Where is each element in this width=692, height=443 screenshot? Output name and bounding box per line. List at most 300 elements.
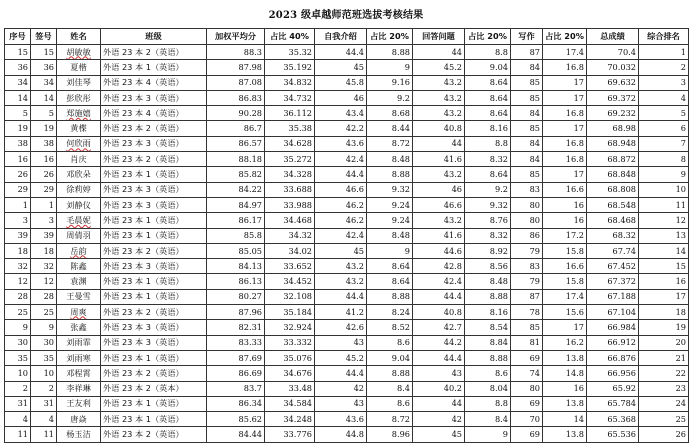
table-cell (367, 396, 413, 411)
cell-value: 8.64 (391, 260, 410, 271)
cell-value: 15 (43, 46, 54, 57)
table-row (5, 213, 689, 228)
cell-value: 8.64 (489, 77, 508, 88)
table-cell (413, 274, 465, 289)
cell-value: 87.69 (238, 352, 262, 363)
cell-value: 33.688 (283, 184, 312, 195)
table-cell (315, 305, 367, 320)
cell-value: 35.076 (283, 352, 312, 363)
table-cell (57, 350, 101, 365)
table-cell (465, 60, 511, 75)
cell-value: 45 (353, 245, 364, 256)
cell-value: 外语 23 本 1（英语） (103, 413, 184, 424)
cell-value: 67.188 (607, 291, 636, 302)
table-cell (5, 197, 31, 212)
cell-value: 84 (529, 107, 540, 118)
table-row (5, 289, 689, 304)
cell-value: 10 (43, 367, 54, 378)
cell-value: 17.4 (565, 46, 584, 57)
table-cell (543, 75, 587, 90)
cell-value: 32.924 (283, 321, 312, 332)
table-cell (639, 274, 689, 289)
cell-value: 42.2 (345, 123, 364, 134)
table-cell (367, 60, 413, 75)
table-row (5, 60, 689, 75)
cell-value: 17 (675, 291, 686, 302)
cell-value: 肖庆 (70, 153, 87, 164)
cell-value: 9.32 (489, 199, 508, 210)
table-cell (207, 121, 265, 136)
cell-value: 9.2 (396, 92, 410, 103)
table-cell (587, 213, 639, 228)
table-cell (265, 335, 315, 350)
table-cell (639, 213, 689, 228)
table-cell (5, 152, 31, 167)
table-cell (367, 45, 413, 60)
table-cell (543, 305, 587, 320)
table-cell (543, 121, 587, 136)
table-cell (5, 90, 31, 105)
column-header: 班级 (101, 29, 207, 45)
cell-value: 郑施嬉 (66, 107, 91, 118)
table-cell (413, 121, 465, 136)
cell-value: 70.032 (607, 61, 636, 72)
table-cell (511, 90, 543, 105)
table-cell (639, 106, 689, 121)
table-cell (265, 60, 315, 75)
cell-value: 32 (43, 260, 54, 271)
cell-value: 外语 23 本 1（英语） (103, 291, 184, 302)
table-cell (5, 136, 31, 151)
cell-value: 8.72 (391, 413, 410, 424)
cell-value: 44.2 (443, 337, 462, 348)
table-cell (587, 396, 639, 411)
cell-value: 65.92 (612, 383, 636, 394)
table-cell (413, 106, 465, 121)
cell-value: 43.4 (345, 107, 364, 118)
table-cell (367, 243, 413, 258)
cell-value: 42.7 (443, 321, 462, 332)
table-cell (265, 396, 315, 411)
table-cell (265, 121, 315, 136)
cell-value: 43 (353, 398, 364, 409)
table-row (5, 106, 689, 121)
table-cell (31, 197, 57, 212)
cell-value: 王友利 (66, 398, 91, 409)
table-cell (543, 167, 587, 182)
cell-value: 8.8 (494, 138, 508, 149)
cell-value: 8.88 (489, 352, 508, 363)
table-cell (57, 289, 101, 304)
table-cell (543, 396, 587, 411)
cell-value: 33.776 (283, 429, 312, 440)
table-cell (511, 213, 543, 228)
table-cell (465, 228, 511, 243)
table-cell (265, 167, 315, 182)
table-cell (5, 60, 31, 75)
cell-value: 16.2 (565, 337, 584, 348)
table-cell (315, 366, 367, 381)
cell-value: 44.4 (345, 367, 364, 378)
table-cell (31, 228, 57, 243)
table-cell (207, 197, 265, 212)
table-cell (587, 136, 639, 151)
cell-value: 41.2 (345, 306, 364, 317)
table-row (5, 350, 689, 365)
table-cell (511, 335, 543, 350)
table-cell (315, 121, 367, 136)
table-cell (207, 90, 265, 105)
cell-value: 38 (43, 138, 54, 149)
cell-value: 85 (529, 123, 540, 134)
table-cell (543, 90, 587, 105)
cell-value: 8.6 (494, 367, 508, 378)
cell-value: 36 (43, 61, 54, 72)
cell-value: 35.192 (283, 61, 312, 72)
table-cell (639, 305, 689, 320)
table-cell (57, 259, 101, 274)
cell-value: 34 (43, 77, 54, 88)
table-row (5, 152, 689, 167)
cell-value: 66.956 (607, 367, 636, 378)
table-cell (639, 427, 689, 442)
cell-value: 1 (22, 199, 28, 210)
cell-value: 周爽 (70, 306, 87, 317)
cell-value: 44 (451, 138, 462, 149)
cell-value: 8.8 (494, 46, 508, 57)
cell-value: 65.536 (607, 429, 636, 440)
cell-value: 83.7 (243, 383, 262, 394)
cell-value: 68.872 (607, 153, 636, 164)
table-cell (543, 243, 587, 258)
table-cell (587, 197, 639, 212)
table-cell (413, 75, 465, 90)
table-cell (367, 75, 413, 90)
cell-value: 外语 23 本 1（英语） (103, 214, 184, 225)
cell-value: 67.452 (607, 260, 636, 271)
cell-value: 45.8 (345, 77, 364, 88)
table-cell (543, 136, 587, 151)
table-row (5, 320, 689, 335)
cell-value: 14 (43, 92, 54, 103)
cell-value: 79 (529, 276, 540, 287)
cell-value: 16 (573, 383, 584, 394)
table-cell (587, 90, 639, 105)
cell-value: 周倩羽 (66, 230, 91, 241)
cell-value: 外语 23 本 3（英语） (103, 92, 184, 103)
table-cell (101, 228, 207, 243)
cell-value: 9 (502, 429, 508, 440)
table-cell (413, 396, 465, 411)
table-cell (413, 228, 465, 243)
table-cell (101, 75, 207, 90)
cell-value: 69 (529, 398, 540, 409)
cell-value: 15 (17, 46, 28, 57)
cell-value: 69 (529, 352, 540, 363)
cell-value: 30 (17, 337, 28, 348)
table-cell (57, 412, 101, 427)
cell-value: 43.2 (443, 169, 462, 180)
cell-value: 2 (48, 383, 54, 394)
cell-value: 15 (675, 260, 686, 271)
table-cell (587, 259, 639, 274)
table-cell (57, 182, 101, 197)
table-cell (207, 412, 265, 427)
table-cell (367, 335, 413, 350)
cell-value: 80.27 (238, 291, 262, 302)
table-cell (101, 320, 207, 335)
cell-value: 81 (529, 337, 540, 348)
table-cell (31, 213, 57, 228)
cell-value: 43 (451, 367, 462, 378)
cell-value: 28 (43, 291, 54, 302)
cell-value: 32 (17, 260, 28, 271)
cell-value: 3 (22, 214, 28, 225)
cell-value: 外语 23 本 1（英语） (103, 61, 184, 72)
cell-value: 9.24 (391, 214, 410, 225)
cell-value: 外语 23 本 3（英语） (103, 337, 184, 348)
table-cell (367, 274, 413, 289)
table-cell (315, 90, 367, 105)
cell-value: 43.2 (443, 77, 462, 88)
cell-value: 34.02 (288, 245, 312, 256)
table-cell (587, 106, 639, 121)
table-cell (265, 366, 315, 381)
table-row (5, 182, 689, 197)
cell-value: 12 (675, 214, 686, 225)
cell-value: 8.92 (489, 245, 508, 256)
cell-value: 82.31 (238, 321, 262, 332)
table-cell (465, 106, 511, 121)
table-cell (465, 427, 511, 442)
cell-value: 86.7 (243, 123, 262, 134)
table-cell (31, 320, 57, 335)
cell-value: 40.8 (443, 123, 462, 134)
table-cell (587, 274, 639, 289)
cell-value: 8.4 (396, 383, 410, 394)
table-cell (5, 228, 31, 243)
cell-value: 43.2 (443, 107, 462, 118)
table-cell (367, 350, 413, 365)
column-header: 占比 40% (265, 29, 315, 45)
cell-value: 19 (675, 321, 686, 332)
table-cell (367, 259, 413, 274)
table-cell (265, 136, 315, 151)
table-cell (5, 167, 31, 182)
cell-value: 8.54 (489, 321, 508, 332)
cell-value: 85 (529, 77, 540, 88)
table-cell (265, 427, 315, 442)
cell-value: 9 (680, 169, 686, 180)
table-cell (101, 381, 207, 396)
table-cell (511, 274, 543, 289)
cell-value: 19 (43, 123, 54, 134)
cell-value: 17.2 (565, 230, 584, 241)
cell-value: 外语 23 本 2（英语） (103, 245, 184, 256)
table-cell (587, 412, 639, 427)
table-cell (543, 350, 587, 365)
table-cell (315, 75, 367, 90)
table-cell (413, 197, 465, 212)
table-cell (639, 197, 689, 212)
table-cell (413, 366, 465, 381)
cell-value: 10 (675, 184, 686, 195)
cell-value: 17 (573, 123, 584, 134)
cell-value: 8.88 (391, 291, 410, 302)
cell-value: 85.82 (238, 169, 262, 180)
cell-value: 14 (675, 245, 686, 256)
table-row (5, 305, 689, 320)
cell-value: 18 (675, 306, 686, 317)
cell-value: 85.62 (238, 413, 262, 424)
cell-value: 66.912 (607, 337, 636, 348)
cell-value: 35 (43, 352, 54, 363)
table-cell (543, 106, 587, 121)
cell-value: 34.628 (283, 138, 312, 149)
cell-value: 8.48 (391, 153, 410, 164)
table-cell (57, 366, 101, 381)
table-cell (265, 106, 315, 121)
column-header: 总成绩 (587, 29, 639, 45)
table-cell (543, 274, 587, 289)
cell-value: 外语 23 本 4（英语） (103, 77, 184, 88)
table-cell (5, 427, 31, 442)
cell-value: 14 (573, 413, 584, 424)
table-cell (367, 412, 413, 427)
table-cell (101, 350, 207, 365)
cell-value: 30 (43, 337, 54, 348)
cell-value: 8.64 (489, 169, 508, 180)
table-cell (207, 259, 265, 274)
table-cell (101, 243, 207, 258)
cell-value: 34.468 (283, 214, 312, 225)
table-cell (543, 427, 587, 442)
table-row (5, 45, 689, 60)
table-cell (5, 396, 31, 411)
table-cell (367, 213, 413, 228)
cell-value: 外语 23 本 1（英语） (103, 169, 184, 180)
table-cell (543, 228, 587, 243)
cell-value: 外语 23 本 1（英语） (103, 352, 184, 363)
cell-value: 17.4 (565, 291, 584, 302)
table-cell (31, 381, 57, 396)
table-cell (639, 412, 689, 427)
cell-value: 王曼雪 (66, 291, 91, 302)
cell-value: 42.4 (345, 153, 364, 164)
cell-value: 外语 23 本 4（英语） (103, 107, 184, 118)
table-cell (5, 305, 31, 320)
cell-value: 44 (451, 398, 462, 409)
table-cell (367, 427, 413, 442)
cell-value: 68.548 (607, 199, 636, 210)
table-cell (543, 182, 587, 197)
cell-value: 1 (680, 46, 686, 57)
table-row (5, 366, 689, 381)
table-cell (639, 121, 689, 136)
cell-value: 83 (529, 184, 540, 195)
table-cell (315, 243, 367, 258)
table-cell (413, 243, 465, 258)
cell-value: 9.04 (391, 352, 410, 363)
cell-value: 26 (17, 169, 28, 180)
cell-value: 80 (529, 199, 540, 210)
cell-value: 69.372 (607, 92, 636, 103)
table-cell (265, 412, 315, 427)
table-cell (31, 152, 57, 167)
cell-value: 8.8 (494, 398, 508, 409)
cell-value: 25 (43, 306, 54, 317)
cell-value: 9.32 (391, 184, 410, 195)
table-cell (465, 259, 511, 274)
table-cell (465, 75, 511, 90)
table-cell (511, 121, 543, 136)
table-cell (31, 167, 57, 182)
cell-value: 陈鑫 (70, 260, 87, 271)
column-header: 综合排名 (639, 29, 689, 45)
column-header: 占比 20% (367, 29, 413, 45)
table-cell (639, 289, 689, 304)
table-cell (101, 182, 207, 197)
cell-value: 86.17 (238, 214, 262, 225)
cell-value: 8.32 (489, 153, 508, 164)
table-cell (57, 90, 101, 105)
table-cell (265, 259, 315, 274)
table-row (5, 167, 689, 182)
table-cell (265, 90, 315, 105)
table-cell (413, 335, 465, 350)
cell-value: 45 (353, 61, 364, 72)
results-table (4, 28, 689, 443)
table-cell (265, 197, 315, 212)
table-cell (57, 197, 101, 212)
table-cell (31, 90, 57, 105)
cell-value: 16.6 (565, 184, 584, 195)
cell-value: 84 (529, 138, 540, 149)
table-cell (31, 75, 57, 90)
cell-value: 85 (529, 169, 540, 180)
cell-value: 86 (529, 230, 540, 241)
table-cell (639, 320, 689, 335)
cell-value: 34 (17, 77, 28, 88)
table-cell (511, 75, 543, 90)
cell-value: 14 (17, 92, 28, 103)
cell-value: 33.332 (283, 337, 312, 348)
table-cell (31, 305, 57, 320)
table-cell (511, 45, 543, 60)
table-cell (315, 274, 367, 289)
cell-value: 18 (17, 245, 28, 256)
table-cell (57, 305, 101, 320)
cell-value: 9.24 (391, 199, 410, 210)
table-cell (31, 335, 57, 350)
table-cell (101, 90, 207, 105)
table-cell (543, 60, 587, 75)
table-cell (639, 259, 689, 274)
table-cell (315, 213, 367, 228)
table-cell (413, 45, 465, 60)
table-cell (511, 167, 543, 182)
table-cell (57, 335, 101, 350)
table-cell (465, 320, 511, 335)
cell-value: 41.6 (443, 230, 462, 241)
cell-value: 43.2 (345, 276, 364, 287)
table-cell (413, 350, 465, 365)
cell-value: 44.6 (443, 245, 462, 256)
cell-value: 84 (529, 61, 540, 72)
table-cell (207, 213, 265, 228)
table-cell (511, 152, 543, 167)
table-cell (465, 213, 511, 228)
